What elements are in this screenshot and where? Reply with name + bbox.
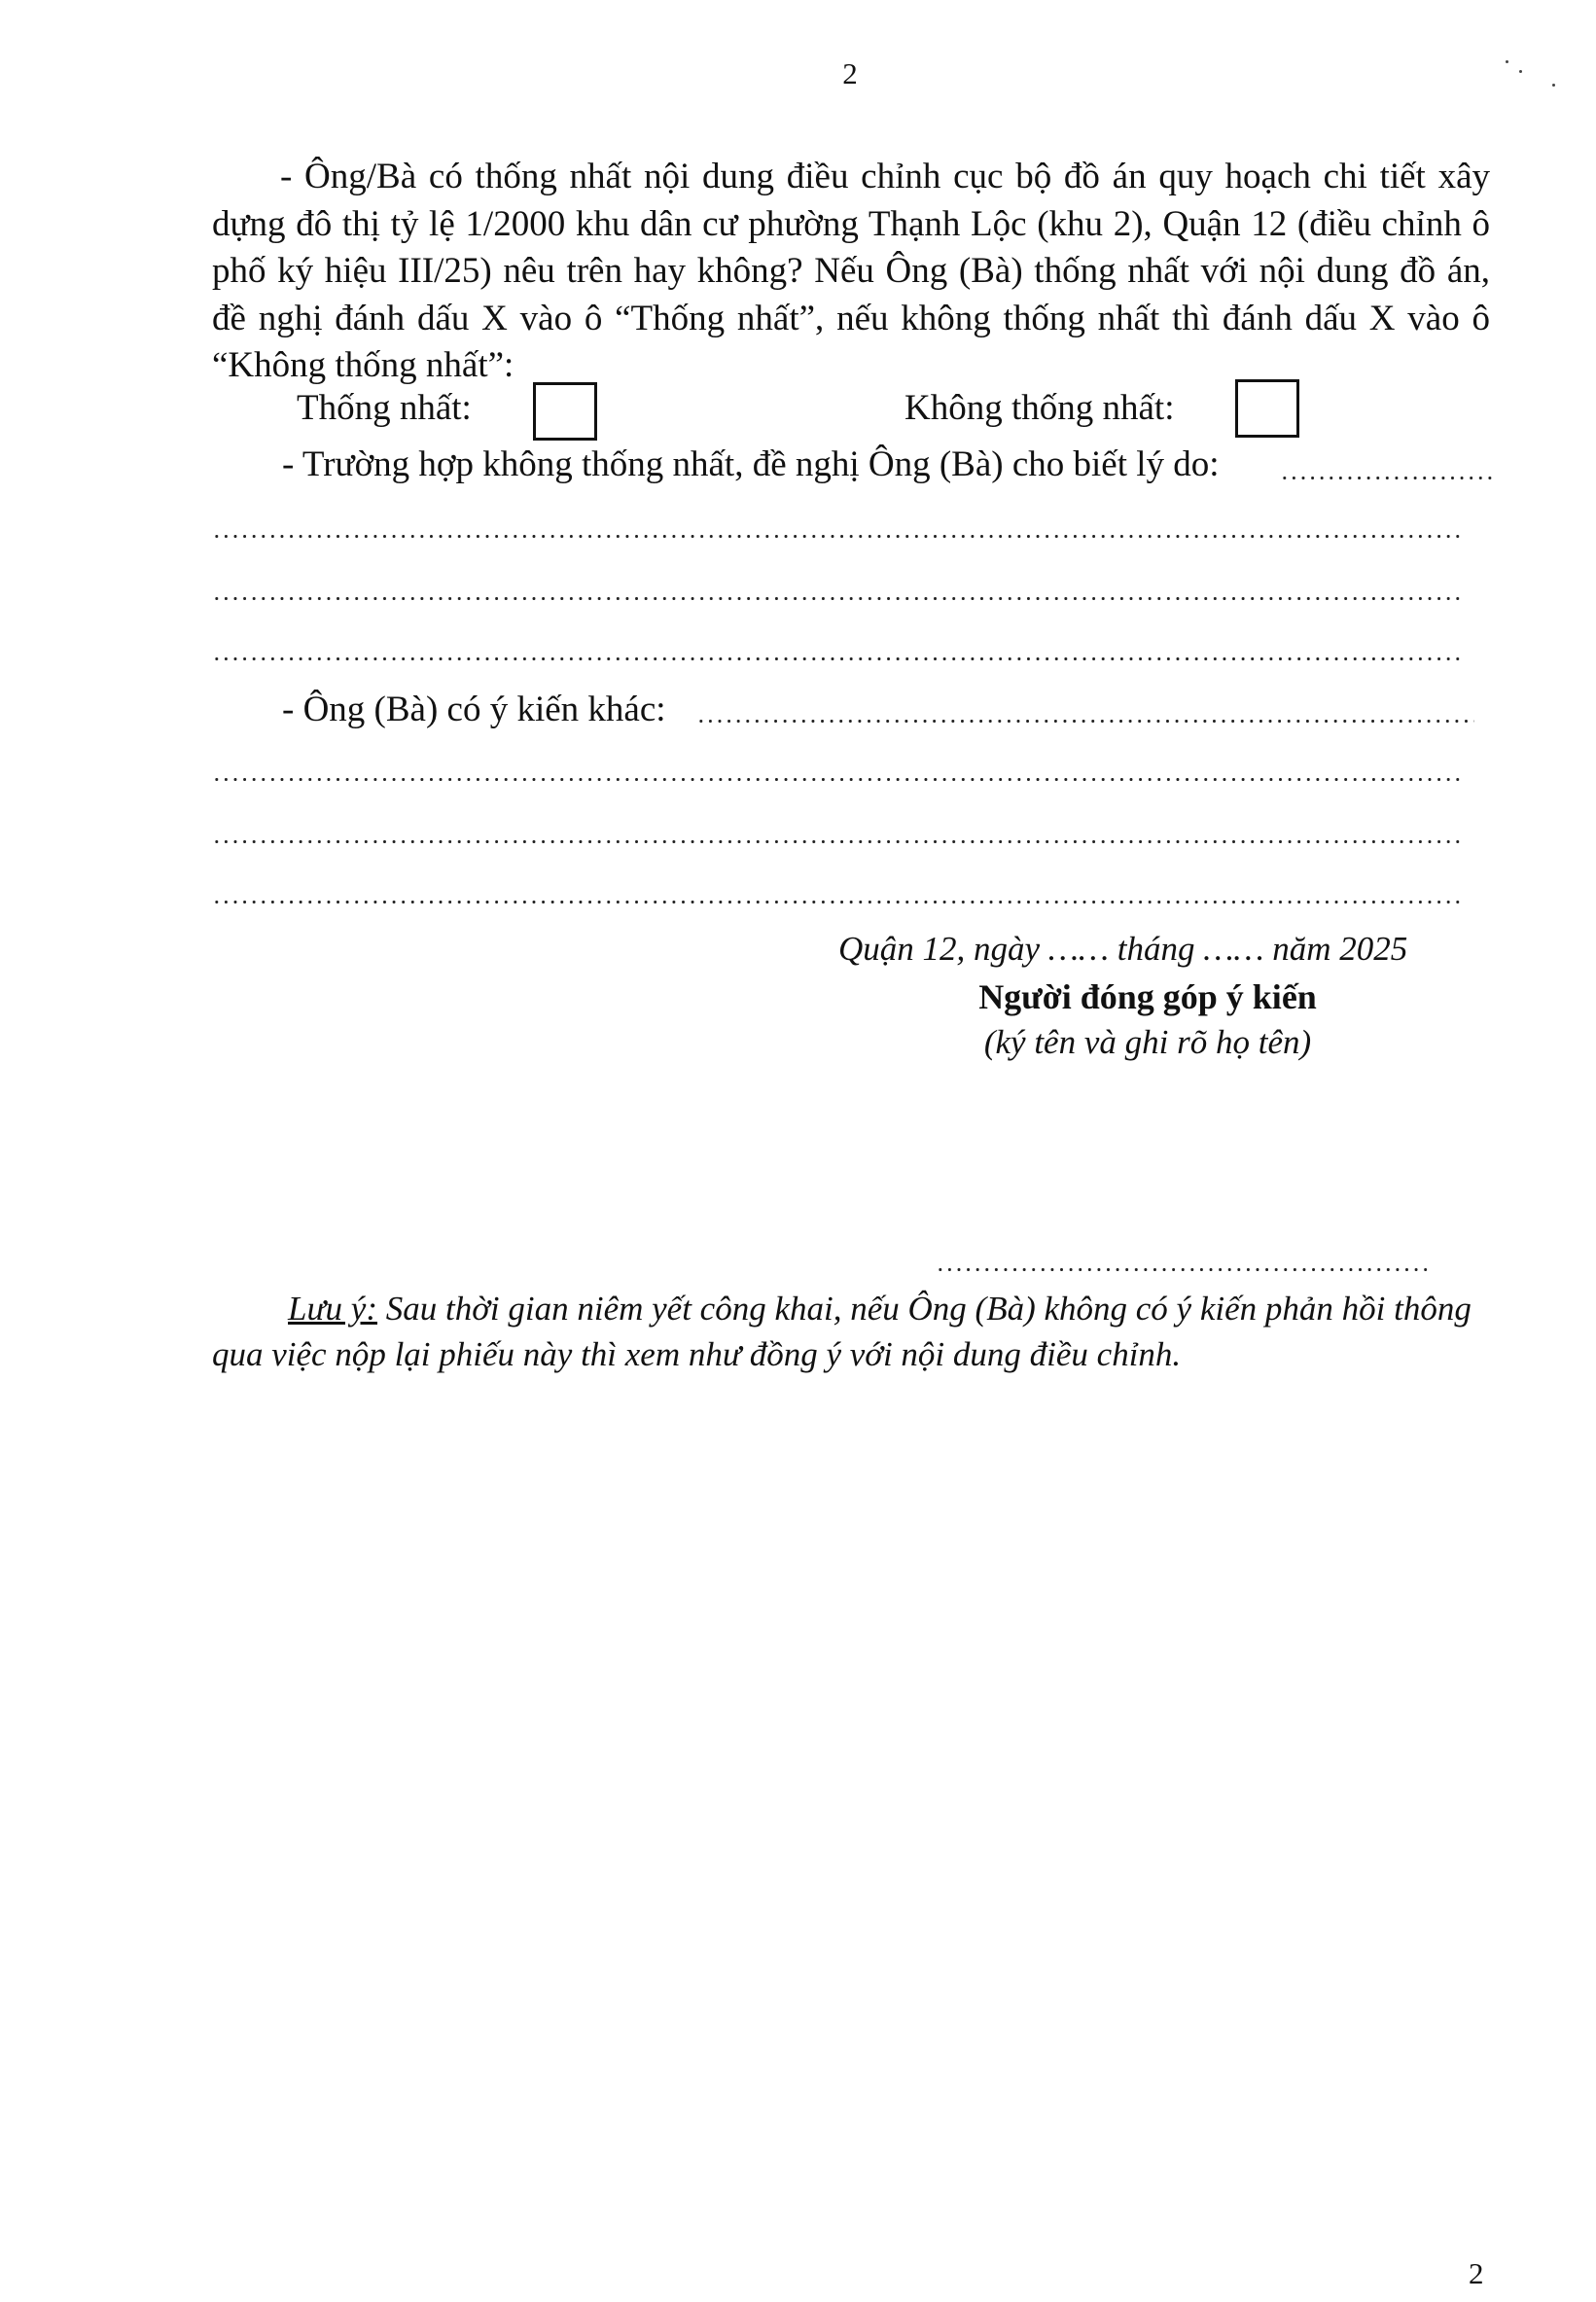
- reason-dotted-line[interactable]: [212, 657, 1460, 660]
- other-dotted-line[interactable]: [212, 901, 1460, 903]
- reason-label: - Trường hợp không thống nhất, đề nghị Ông (Bà) cho biết lý do:: [282, 444, 1220, 484]
- signer-instruction: (ký tên và ghi rõ họ tên): [983, 1023, 1312, 1061]
- disagree-checkbox[interactable]: [1235, 379, 1299, 438]
- page-number-top: 2: [842, 56, 858, 90]
- disagree-label: Không thống nhất:: [904, 388, 1175, 428]
- other-dotted-line[interactable]: [212, 778, 1460, 781]
- reason-dotted-line[interactable]: [212, 535, 1460, 538]
- note-label: Lưu ý:: [288, 1290, 377, 1328]
- reason-dotted-line[interactable]: [212, 597, 1460, 600]
- other-opinion-label: - Ông (Bà) có ý kiến khác:: [282, 690, 666, 729]
- other-dotted-line[interactable]: [696, 720, 1474, 723]
- scan-speck: [1506, 60, 1508, 63]
- question-paragraph: - Ông/Bà có thống nhất nội dung điều chỉnh cục bộ đồ án quy hoạch chi tiết xây dựng đô thị tỷ lệ 1/2000 khu dân cư phường Thạnh Lộc (khu 2), Quận 12 (điều chỉnh ô phố ký hiệu III/25) nêu trên hay không? Nếu Ông (Bà) thống nhất với nội dung đồ án, đề nghị đánh dấu X vào ô “Thống nhất”, nếu không thống nhất thì đánh dấu X vào ô “Không thống nhất”:: [212, 157, 1490, 385]
- note-paragraph: [212, 1286, 1490, 1377]
- reason-dotted-line[interactable]: [1280, 477, 1494, 479]
- note-text: Sau thời gian niêm yết công khai, nếu Ông (Bà) không có ý kiến phản hồi thông qua việc nộp lại phiếu này thì xem như đồng ý với nội dung điều chỉnh.: [212, 1290, 1472, 1373]
- place-date: Quận 12, ngày …… tháng …… năm 2025: [838, 930, 1408, 968]
- scan-speck: [1552, 84, 1555, 87]
- agree-checkbox[interactable]: [533, 382, 597, 441]
- agree-label: Thống nhất:: [297, 388, 472, 428]
- scan-speck: [1519, 70, 1522, 73]
- page-number-bottom: 2: [1469, 2256, 1484, 2290]
- other-dotted-line[interactable]: [212, 840, 1460, 843]
- signature-dotted-line[interactable]: [936, 1268, 1430, 1271]
- signer-title: Người đóng góp ý kiến: [978, 977, 1317, 1016]
